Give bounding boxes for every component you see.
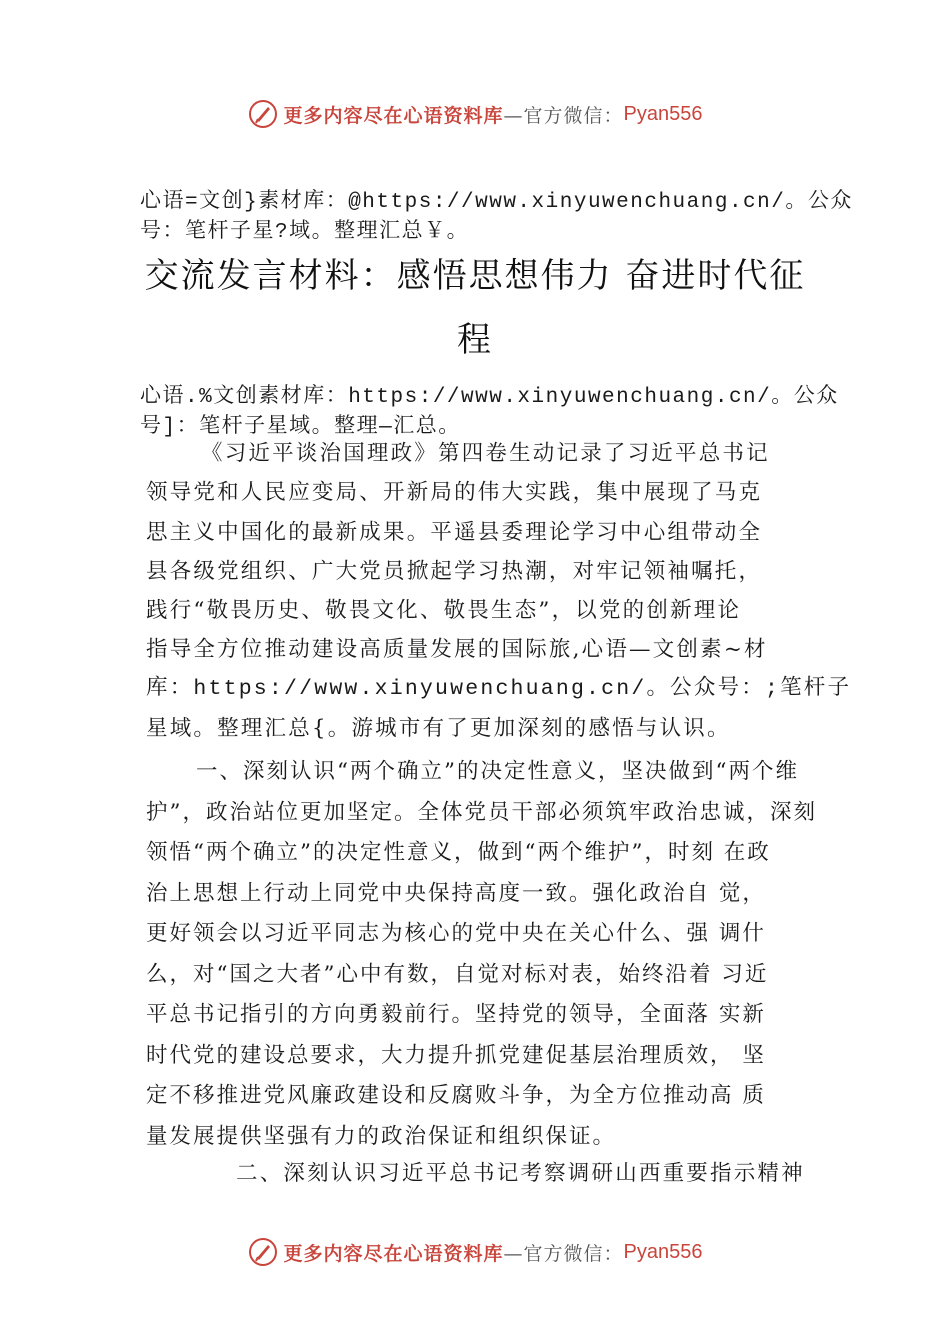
- banner-library-text: 更多内容尽在心语资料库: [283, 1242, 504, 1265]
- banner-wechat-handle: Pyan556: [623, 1240, 703, 1263]
- quill-pen-logo-icon: [248, 1237, 278, 1267]
- banner-wechat-handle: Pyan556: [623, 102, 703, 125]
- watermark-mid-line2: 号]：笔杆子星域。整理—汇总。: [140, 416, 461, 439]
- text-line: 领导党和人民应变局、开新局的伟大实践，集中展现了马克: [146, 480, 763, 506]
- text-line: 护”，政治站位更加坚定。全体党员干部必须筑牢政治忠诚，深刻: [146, 799, 817, 825]
- watermark-top-line2: 号：笔杆子星?域。整理汇总￥。: [140, 221, 470, 244]
- text-line: 二、深刻认识习近平总书记考察调研山西重要指示精神: [236, 1161, 805, 1186]
- text-line: 领悟“两个确立”的决定性意义，做到“两个维护”，时刻 在政: [146, 840, 771, 865]
- text-line: 星域。整理汇总{。游城市有了更加深刻的感悟与认识。: [146, 716, 731, 742]
- banner-wechat-label: —官方微信：: [503, 1242, 624, 1265]
- text-line: 平总书记指引的方向勇毅前行。坚持党的领导，全面落 实新: [146, 1002, 766, 1027]
- watermark-mid-line1: 心语.%文创素材库：https://www.xinyuwenchuang.cn/。公众: [140, 386, 839, 409]
- text-line: 库：https://www.xinyuwenchuang.cn/。公众号：;笔杆子: [146, 676, 852, 701]
- text-line: 时代党的建设总要求，大力提升抓党建促基层治理质效， 坚: [146, 1042, 766, 1068]
- quill-pen-logo-icon: [248, 99, 278, 129]
- footer-banner: [0, 1232, 950, 1272]
- text-line: 践行“敬畏历史、敬畏文化、敬畏生态”，以党的创新理论: [146, 598, 742, 624]
- text-line: 《习近平谈治国理政》第四卷生动记录了习近平总书记: [201, 441, 770, 466]
- watermark-top: [140, 188, 853, 248]
- section2-heading: [146, 1154, 846, 1193]
- text-line: 县各级党组织、广大党员掀起学习热潮，对牢记领袖嘱托，: [146, 558, 763, 584]
- text-line: 更好领会以习近平同志为核心的党中央在关心什么、强 调什: [146, 921, 766, 946]
- banner-wechat-label: —官方微信：: [503, 104, 624, 127]
- text-line: 治上思想上行动上同党中央保持高度一致。强化政治自 觉，: [146, 880, 766, 906]
- text-line: 指导全方位推动建设高质量发展的国际旅,心语—文创素~材: [146, 637, 768, 663]
- text-line: 思主义中国化的最新成果。平遥县委理论学习中心组带动全: [146, 519, 763, 545]
- document-title-line1: 交流发言材料：感悟思想伟力 奋进时代征: [144, 256, 806, 296]
- text-line: 么，对“国之大者”心中有数，自觉对标对表，始终沿着 习近: [146, 961, 769, 987]
- text-line: 定不移推进党风廉政建设和反腐败斗争，为全方位推动高 质: [146, 1083, 766, 1108]
- banner-library-text: 更多内容尽在心语资料库: [283, 104, 504, 127]
- watermark-top-line1: 心语=文创}素材库：@https://www.xinyuwenchuang.cn/。公众: [140, 191, 853, 214]
- paragraph-section1: [146, 752, 846, 1157]
- paragraph-intro: [146, 434, 852, 748]
- header-banner: [0, 94, 950, 134]
- document-title-line2: 程: [457, 320, 493, 360]
- text-line: 量发展提供坚强有力的政治保证和组织保证。: [146, 1123, 617, 1149]
- text-line: 一、深刻认识“两个确立”的决定性意义，坚决做到“两个维: [196, 759, 799, 784]
